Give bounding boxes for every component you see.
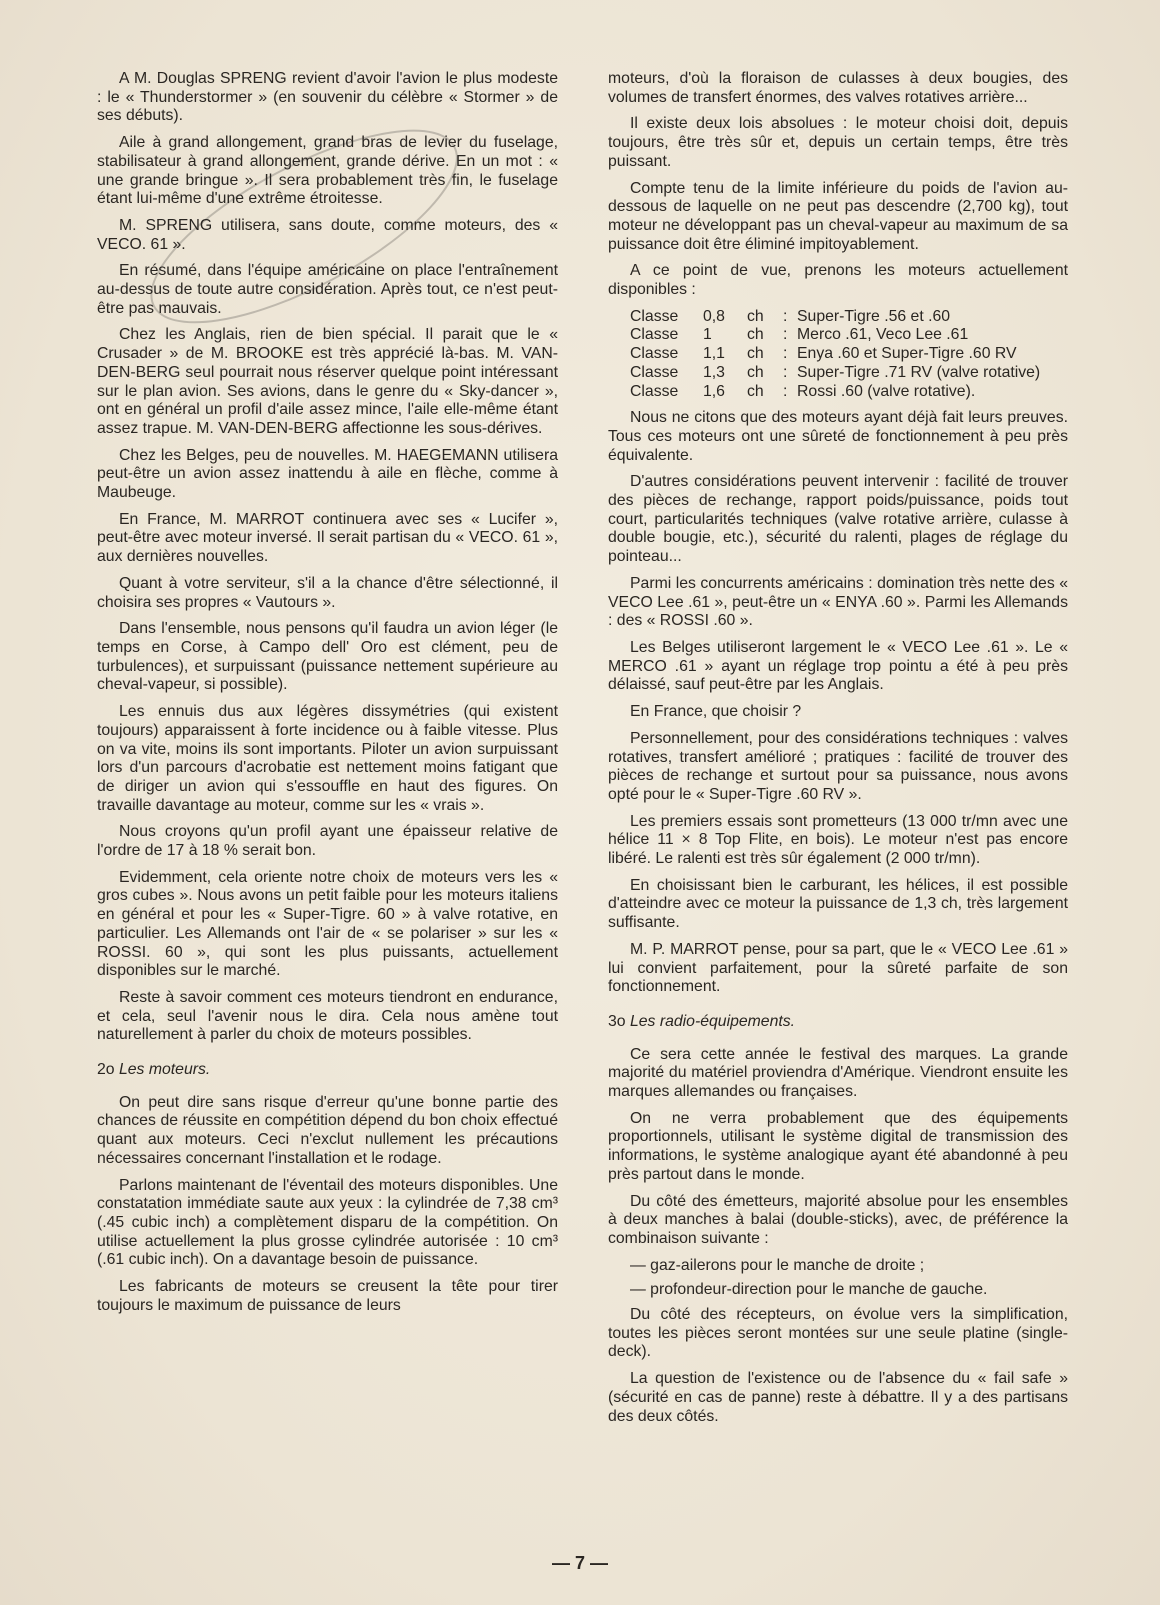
section-heading-radio — [608, 1013, 1068, 1032]
paragraph: Chez les Belges, peu de nouvelles. M. HAEGEMANN utilisera peut-être un avion assez inattendu à aile en flèche, comme à Maubeuge. — [97, 446, 558, 502]
paragraph: Les ennuis dus aux légères dissymétries (qui existent toujours) apparaissent à forte incidence ou à faible vitesse. Plus on va vite, moins ils sont importants. Piloter un avion surpuissant lors d'un parcours d'acrobatie est nettement moins fatigant que de diriger un avion qui s'essouffle en haut des figures. On travaille davantage au moteur, comme sur les « vrais ». — [97, 703, 558, 814]
paragraph: Quant à votre serviteur, s'il a la chance d'être sélectionné, il choisira ses propres « Vautours ». — [97, 574, 558, 611]
paragraph: On peut dire sans risque d'erreur qu'une bonne partie des chances de réussite en compétition dépend du bon choix effectué quant aux moteurs. Ceci n'exclut nullement les précautions nécessaires concernant l'installation et le rodage. — [97, 1093, 558, 1167]
paragraph: En France, M. MARROT continuera avec ses « Lucifer », peut-être avec moteur inversé. Il serait partisan du « VECO. 61 », aux dernières nouvelles. — [97, 510, 558, 566]
paragraph: En résumé, dans l'équipe américaine on place l'entraînement au-dessus de toute autre considération. Après tout, ce n'est peut-être pas mauvais. — [97, 262, 558, 317]
paragraph: A ce point de vue, prenons les moteurs actuellement disponibles : — [608, 262, 1068, 299]
paragraph: Parlons maintenant de l'éventail des moteurs disponibles. Une constatation immédiate saute aux yeux : la cylindrée de 7,38 cm³ (.45 cubic inch) a complètement disparu de la compétition. On utilise actuellement la plus grosse cylindrée autorisée : 10 cm³ (.61 cubic inch). On a davantage besoin de puissance. — [97, 1176, 558, 1269]
paragraph: En France, que choisir ? — [630, 703, 802, 721]
paragraph: La question de l'existence ou de l'absence du « fail safe » (sécurité en cas de panne) reste à débattre. Il y a des partisans des deux côtés. — [608, 1370, 1068, 1425]
paragraph: On ne verra probablement que des équipements proportionnels, utilisant le système digital de transmission des informations, le système analogique ayant été abandonné à peu près partout dans le monde. — [608, 1109, 1068, 1183]
paragraph: Les Belges utiliseront largement le « VECO Lee .61 ». Le « MERCO .61 » ayant un réglage trop pointu a été à peu près délaissé, sauf peut-être par les Anglais. — [608, 638, 1068, 694]
paragraph: D'autres considérations peuvent intervenir : facilité de trouver des pièces de rechange, rapport poids/puissance, poids tout court, particularités techniques (valve rotative arrière, culasse à double bougie, etc.), sécurité du ralenti, plages de réglage du pointeau... — [608, 473, 1068, 566]
paragraph: Dans l'ensemble, nous pensons qu'il faudra un avion léger (le temps en Corse, à Campo dell' Oro est clément, peu de turbulences), et surpuissant (puissance nettement supérieure au cheval-vapeur, si possible). — [97, 620, 558, 694]
dash-item: — gaz-ailerons pour le manche de droite ; — [630, 1256, 925, 1274]
section-heading-moteurs — [97, 1061, 558, 1080]
paragraph: Compte tenu de la limite inférieure du poids de l'avion au-dessous de laquelle on ne peut pas descendre (2,700 kg), tout moteur ne développant pas un cheval-vapeur au maximum de sa puissance doit être éliminé impitoyablement. — [608, 179, 1068, 253]
section-number: 2o — [97, 1061, 115, 1079]
paragraph: Personnellement, pour des considérations techniques : valves rotatives, transfert amélioré ; pratiques : facilité de trouver des pièces de rechange et surtout pour sa puissance, nous avons opté pour le « Super-Tigre .60 RV ». — [608, 729, 1068, 803]
left-column — [97, 70, 558, 1323]
section-title: Les radio-équipements. — [629, 1012, 796, 1030]
paragraph: moteurs, d'où la floraison de culasses à deux bougies, des volumes de transfert énormes, des valves rotatives arrière... — [608, 70, 1068, 106]
engine-class-row: Classe 1,3 ch : Super-Tigre .71 RV (valve rotative) — [630, 363, 1041, 381]
engine-class-row: Classe 1,1 ch : Enya .60 et Super-Tigre .60 RV — [630, 345, 1017, 363]
paragraph: En choisissant bien le carburant, les hélices, il est possible d'atteindre avec ce moteur la puissance de 1,3 ch, très largement suffisante. — [608, 876, 1068, 932]
engine-class-list — [630, 308, 1068, 402]
paragraph: M. SPRENG utilisera, sans doute, comme moteurs, des « VECO. 61 ». — [97, 216, 558, 253]
paragraph: Reste à savoir comment ces moteurs tiendront en endurance, et cela, seul l'avenir nous le dira. Cela nous amène tout naturellement à parler du choix de moteurs possibles. — [97, 988, 558, 1044]
paragraph: Evidemment, cela oriente notre choix de moteurs vers les « gros cubes ». Nous avons un petit faible pour les moteurs italiens en général et pour les « Super-Tigre. 60 » à valve rotative, en particulier. Les Allemands ont l'air de « se polariser » sur les « ROSSI. 60 », qui sont les plus puissants, actuellement disponibles sur le marché. — [97, 868, 558, 980]
paragraph: Du côté des émetteurs, majorité absolue pour les ensembles à deux manches à balai (double-sticks), avec, de préférence la combinaison suivante : — [608, 1192, 1068, 1247]
paragraph: Parmi les concurrents américains : domination très nette des « VECO Lee .61 », peut-être un « ENYA .60 ». Parmi les Allemands : des « ROSSI .60 ». — [608, 574, 1068, 630]
engine-class-row: Classe 1,6 ch : Rossi .60 (valve rotative). — [630, 382, 976, 400]
engine-class-row: Classe 0,8 ch : Super-Tigre .56 et .60 — [630, 307, 951, 325]
paragraph: Nous croyons qu'un profil ayant une épaisseur relative de l'ordre de 17 à 18 % serait bon. — [97, 823, 558, 860]
section-title: Les moteurs. — [118, 1061, 211, 1079]
page-number: — 7 — — [551, 1553, 608, 1573]
paragraph: M. P. MARROT pense, pour sa part, que le « VECO Lee .61 » lui convient parfaitement, pour la sûreté parfaite de son fonctionnement. — [608, 940, 1068, 996]
dash-item: — profondeur-direction pour le manche de gauche. — [630, 1281, 988, 1299]
section-number: 3o — [608, 1012, 626, 1030]
paragraph: Chez les Anglais, rien de bien spécial. Il parait que le « Crusader » de M. BROOKE est très apprécié là-bas. M. VAN-DEN-BERG seul pourrait nous réserver quelque point intéressant sur le plan avion. Ses avions, dans le genre du « Sky-dancer », ont en général un profil d'aile assez mince, l'aile elle-même étant assez trapue. M. VAN-DEN-BERG affectionne les sous-dérives. — [97, 326, 558, 437]
paragraph: Nous ne citons que des moteurs ayant déjà fait leurs preuves. Tous ces moteurs ont une sûreté de fonctionnement à peu près équivalente. — [608, 409, 1068, 464]
paragraph: Il existe deux lois absolues : le moteur choisi doit, depuis toujours, être très sûr et, depuis un certain temps, être très puissant. — [608, 115, 1068, 170]
engine-class-row: Classe 1 ch : Merco .61, Veco Lee .61 — [630, 326, 969, 344]
paragraph: Du côté des récepteurs, on évolue vers la simplification, toutes les pièces seront montées sur une seule platine (single-deck). — [608, 1306, 1068, 1361]
right-column — [608, 70, 1068, 1434]
paragraph: Les fabricants de moteurs se creusent la tête pour tirer toujours le maximum de puissance de leurs — [97, 1278, 558, 1314]
paragraph: Les premiers essais sont prometteurs (13 000 tr/mn avec une hélice 11 × 8 Top Flite, en bois). Le moteur n'est pas encore libéré. Le ralenti est très sûr également (2 000 tr/mn). — [608, 812, 1068, 868]
paragraph: A M. Douglas SPRENG revient d'avoir l'avion le plus modeste : le « Thunderstormer » (en souvenir du célèbre « Stormer » de ses débuts). — [97, 70, 558, 125]
paragraph: Ce sera cette année le festival des marques. La grande majorité du matériel proviendra d'Amérique. Viendront ensuite les marques allemandes ou françaises. — [608, 1045, 1068, 1101]
paragraph: Aile à grand allongement, grand bras de levier du fuselage, stabilisateur à grand allongement, grande dérive. En un mot : « une grande bringue ». Il sera probablement très fin, le fuselage étant lui-même d'une extrême étroitesse. — [97, 134, 558, 208]
